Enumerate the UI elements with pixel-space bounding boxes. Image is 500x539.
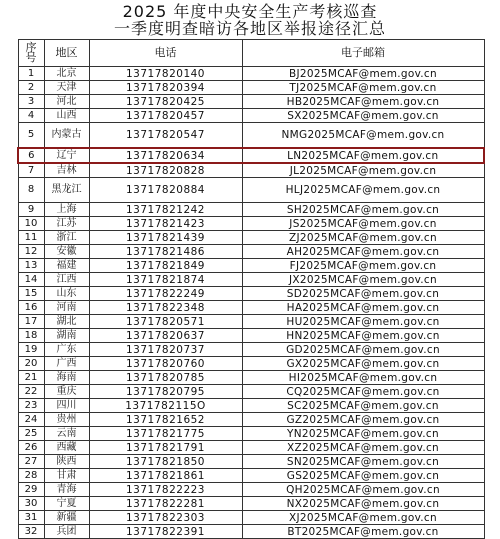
table-row [18, 109, 484, 123]
row-email: HB2025MCAF@mem.gov.cn [242, 95, 484, 109]
table-row [18, 427, 484, 441]
column-header-area: 地区 [44, 40, 89, 67]
row-number: 14 [18, 273, 44, 287]
table-row [18, 497, 484, 511]
table-header-row [18, 40, 484, 67]
table-row [18, 273, 484, 287]
row-phone: 13717822303 [89, 511, 242, 525]
table-row [18, 469, 484, 483]
row-area: 广西 [44, 357, 89, 371]
table-row [18, 357, 484, 371]
table-row [18, 399, 484, 413]
row-number: 3 [18, 95, 44, 109]
row-phone: 13717821874 [89, 273, 242, 287]
row-phone: 13717820140 [89, 67, 242, 81]
table-row [18, 329, 484, 343]
row-email: JX2025MCAF@mem.gov.cn [242, 273, 484, 287]
row-number: 16 [18, 301, 44, 315]
row-phone: 13717820571 [89, 315, 242, 329]
row-phone: 13717822249 [89, 287, 242, 301]
row-email: SH2025MCAF@mem.gov.cn [242, 203, 484, 217]
table-row [18, 81, 484, 95]
row-area: 四川 [44, 399, 89, 413]
row-phone: 13717822281 [89, 497, 242, 511]
row-area: 贵州 [44, 413, 89, 427]
row-number: 6 [18, 148, 44, 163]
row-phone: 13717821791 [89, 441, 242, 455]
row-number: 12 [18, 245, 44, 259]
row-number: 18 [18, 329, 44, 343]
row-area: 江苏 [44, 217, 89, 231]
table-row [18, 203, 484, 217]
table-row [18, 148, 484, 163]
row-number: 17 [18, 315, 44, 329]
table-row [18, 343, 484, 357]
table-row [18, 315, 484, 329]
row-email: SX2025MCAF@mem.gov.cn [242, 109, 484, 123]
row-number: 10 [18, 217, 44, 231]
table-row [18, 259, 484, 273]
row-area: 青海 [44, 483, 89, 497]
row-number: 28 [18, 469, 44, 483]
row-area: 江西 [44, 273, 89, 287]
table-row [18, 511, 484, 525]
document-subtitle: 一季度明查暗访各地区举报途径汇总 [113, 19, 386, 38]
row-area: 上海 [44, 203, 89, 217]
row-email: LN2025MCAF@mem.gov.cn [242, 148, 484, 163]
row-number: 22 [18, 385, 44, 399]
column-header-phone: 电话 [89, 40, 242, 67]
table-row [18, 301, 484, 315]
row-number: 20 [18, 357, 44, 371]
row-email: GD2025MCAF@mem.gov.cn [242, 343, 484, 357]
table-row [18, 245, 484, 259]
row-area: 河南 [44, 301, 89, 315]
row-number: 1 [18, 67, 44, 81]
row-area: 河北 [44, 95, 89, 109]
row-area: 浙江 [44, 231, 89, 245]
row-phone: 13717820795 [89, 385, 242, 399]
row-area: 福建 [44, 259, 89, 273]
row-number: 24 [18, 413, 44, 427]
table-row [18, 483, 484, 497]
row-email: SN2025MCAF@mem.gov.cn [242, 455, 484, 469]
row-phone: 13717822223 [89, 483, 242, 497]
row-number: 26 [18, 441, 44, 455]
row-phone: 13717820884 [89, 178, 242, 203]
row-phone: 13717821423 [89, 217, 242, 231]
row-email: GS2025MCAF@mem.gov.cn [242, 469, 484, 483]
reporting-channels-table [17, 39, 485, 539]
row-area: 辽宁 [44, 148, 89, 163]
row-email: QH2025MCAF@mem.gov.cn [242, 483, 484, 497]
row-phone: 13717820547 [89, 123, 242, 149]
row-number: 7 [18, 163, 44, 178]
table-row [18, 67, 484, 81]
row-phone: 13717820828 [89, 163, 242, 178]
row-area: 北京 [44, 67, 89, 81]
row-area: 陕西 [44, 455, 89, 469]
table-row [18, 385, 484, 399]
row-number: 4 [18, 109, 44, 123]
row-email: FJ2025MCAF@mem.gov.cn [242, 259, 484, 273]
row-area: 广东 [44, 343, 89, 357]
row-number: 32 [18, 525, 44, 539]
row-email: HA2025MCAF@mem.gov.cn [242, 301, 484, 315]
row-phone: 13717820634 [89, 148, 242, 163]
row-email: NMG2025MCAF@mem.gov.cn [242, 123, 484, 149]
row-phone: 13717820760 [89, 357, 242, 371]
column-header-email: 电子邮箱 [242, 40, 484, 67]
table-row [18, 525, 484, 539]
row-area: 甘肃 [44, 469, 89, 483]
row-phone: 13717821861 [89, 469, 242, 483]
row-phone: 13717820394 [89, 81, 242, 95]
row-number: 11 [18, 231, 44, 245]
table-row [18, 95, 484, 109]
row-phone: 13717821775 [89, 427, 242, 441]
table-row [18, 123, 484, 149]
row-area: 新疆 [44, 511, 89, 525]
row-area: 黑龙江 [44, 178, 89, 203]
row-phone: 13717821850 [89, 455, 242, 469]
row-area: 海南 [44, 371, 89, 385]
row-email: NX2025MCAF@mem.gov.cn [242, 497, 484, 511]
row-email: BJ2025MCAF@mem.gov.cn [242, 67, 484, 81]
row-area: 内蒙古 [44, 123, 89, 149]
row-area: 天津 [44, 81, 89, 95]
row-area: 山东 [44, 287, 89, 301]
row-email: AH2025MCAF@mem.gov.cn [242, 245, 484, 259]
row-area: 云南 [44, 427, 89, 441]
row-area: 安徽 [44, 245, 89, 259]
row-number: 21 [18, 371, 44, 385]
row-email: XJ2025MCAF@mem.gov.cn [242, 511, 484, 525]
row-email: SC2025MCAF@mem.gov.cn [242, 399, 484, 413]
row-phone: 13717820637 [89, 329, 242, 343]
row-number: 27 [18, 455, 44, 469]
row-number: 9 [18, 203, 44, 217]
row-number: 19 [18, 343, 44, 357]
row-phone: 13717822391 [89, 525, 242, 539]
row-email: JL2025MCAF@mem.gov.cn [242, 163, 484, 178]
row-area: 湖南 [44, 329, 89, 343]
row-area: 山西 [44, 109, 89, 123]
row-phone: 1371782115O [89, 399, 242, 413]
table-body [18, 67, 484, 539]
row-email: XZ2025MCAF@mem.gov.cn [242, 441, 484, 455]
row-number: 31 [18, 511, 44, 525]
row-number: 13 [18, 259, 44, 273]
row-email: YN2025MCAF@mem.gov.cn [242, 427, 484, 441]
row-number: 8 [18, 178, 44, 203]
row-area: 重庆 [44, 385, 89, 399]
row-area: 兵团 [44, 525, 89, 539]
table-row [18, 231, 484, 245]
row-number: 25 [18, 427, 44, 441]
row-phone: 13717820457 [89, 109, 242, 123]
row-phone: 13717821849 [89, 259, 242, 273]
row-email: ZJ2025MCAF@mem.gov.cn [242, 231, 484, 245]
column-header-number: 序号 [18, 40, 44, 67]
row-area: 吉林 [44, 163, 89, 178]
row-email: HU2025MCAF@mem.gov.cn [242, 315, 484, 329]
row-phone: 13717820785 [89, 371, 242, 385]
table-row [18, 287, 484, 301]
row-email: HI2025MCAF@mem.gov.cn [242, 371, 484, 385]
row-phone: 13717821652 [89, 413, 242, 427]
row-phone: 13717822348 [89, 301, 242, 315]
row-phone: 13717821486 [89, 245, 242, 259]
table-row [18, 371, 484, 385]
table-row [18, 455, 484, 469]
row-phone: 13717821439 [89, 231, 242, 245]
row-number: 5 [18, 123, 44, 149]
row-phone: 13717821242 [89, 203, 242, 217]
row-area: 西藏 [44, 441, 89, 455]
row-email: TJ2025MCAF@mem.gov.cn [242, 81, 484, 95]
table-row [18, 163, 484, 178]
row-email: JS2025MCAF@mem.gov.cn [242, 217, 484, 231]
row-email: GX2025MCAF@mem.gov.cn [242, 357, 484, 371]
table-row [18, 441, 484, 455]
row-number: 15 [18, 287, 44, 301]
row-email: HN2025MCAF@mem.gov.cn [242, 329, 484, 343]
row-number: 2 [18, 81, 44, 95]
row-email: SD2025MCAF@mem.gov.cn [242, 287, 484, 301]
table-row [18, 217, 484, 231]
row-area: 宁夏 [44, 497, 89, 511]
row-number: 29 [18, 483, 44, 497]
row-phone: 13717820425 [89, 95, 242, 109]
row-email: GZ2025MCAF@mem.gov.cn [242, 413, 484, 427]
row-email: HLJ2025MCAF@mem.gov.cn [242, 178, 484, 203]
table-row [18, 178, 484, 203]
row-area: 湖北 [44, 315, 89, 329]
row-email: CQ2025MCAF@mem.gov.cn [242, 385, 484, 399]
table-row [18, 413, 484, 427]
row-phone: 13717820737 [89, 343, 242, 357]
row-number: 30 [18, 497, 44, 511]
row-number: 23 [18, 399, 44, 413]
document-title: 2025 年度中央安全生产考核巡查 [122, 2, 378, 21]
row-email: BT2025MCAF@mem.gov.cn [242, 525, 484, 539]
